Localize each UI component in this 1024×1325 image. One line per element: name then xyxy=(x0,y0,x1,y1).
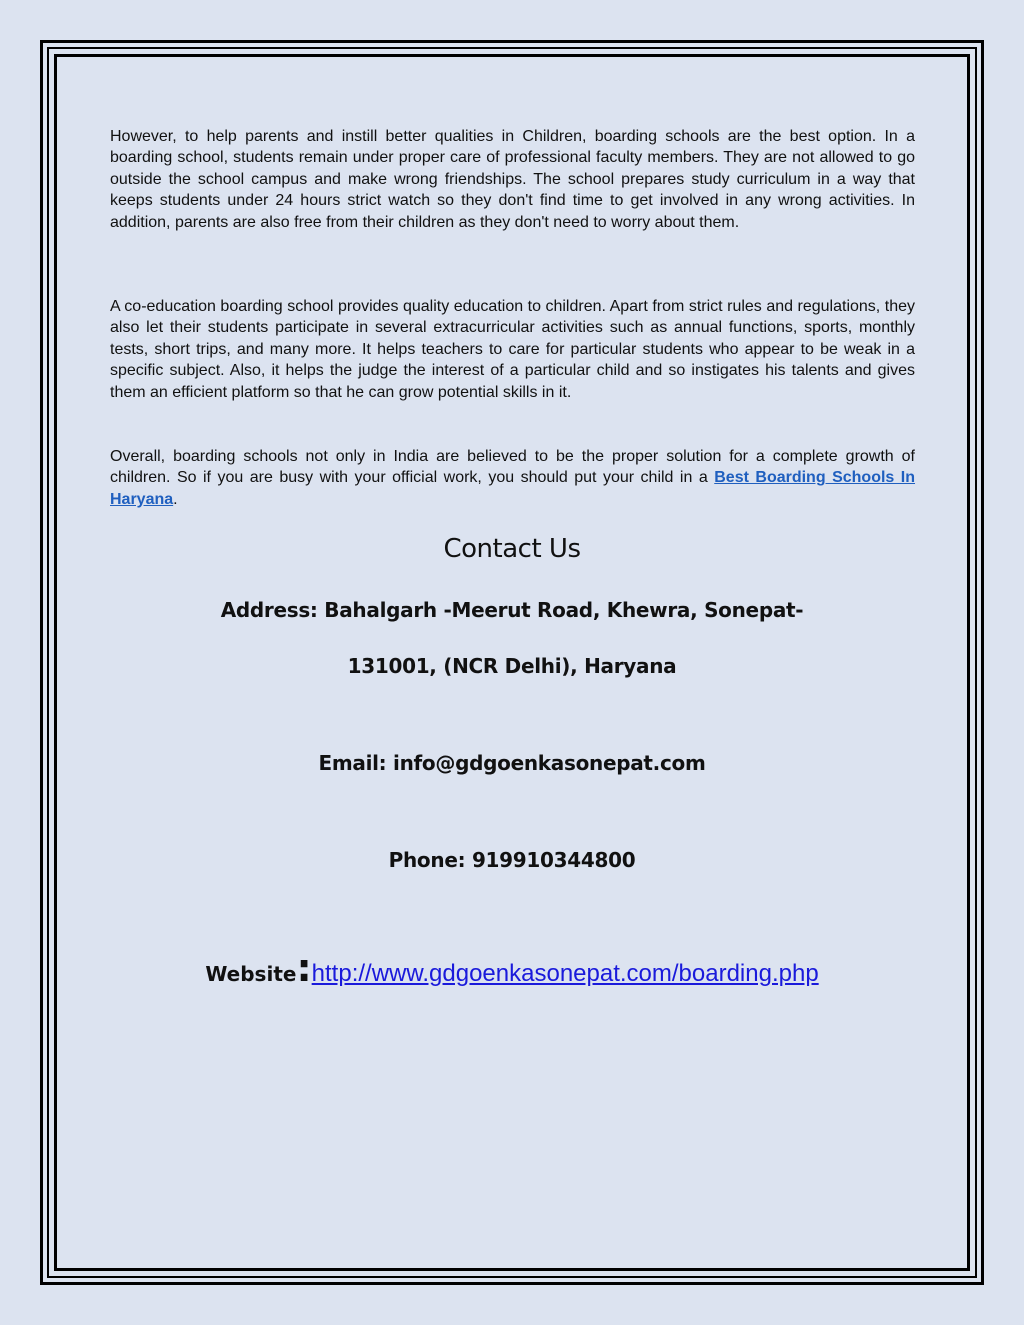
address-line-2: 131001, (NCR Delhi), Haryana xyxy=(347,654,677,678)
website-link[interactable]: http://www.gdgoenkasonepat.com/boarding.php xyxy=(311,960,819,987)
paragraph-boarding-benefits: However, to help parents and instill better qualities in Children, boarding schools are the best option. In a boarding school, students remain under proper care of professional faculty members. They are not allowed to go outside the school campus and make wrong friendships. The school prepares study curriculum in a way that keeps students under 24 hours strict watch so they don't find time to get involved in any wrong activities. In addition, parents are also free from their children as they don't need to worry about them. xyxy=(110,128,915,231)
website-row xyxy=(0,946,1024,990)
email-line: Email: info@gdgoenkasonepat.com xyxy=(318,751,706,775)
address-line-1: Address: Bahalgarh -Meerut Road, Khewra, Sonepat- xyxy=(220,598,804,622)
phone-line: Phone: 919910344800 xyxy=(388,848,636,872)
best-boarding-schools-link[interactable]: Best Boarding Schools In Haryana xyxy=(110,469,916,508)
paragraph-overall-end: . xyxy=(173,490,178,508)
website-colon: : xyxy=(296,946,312,990)
paragraph-overall xyxy=(110,446,915,510)
paragraph-co-education: A co-education boarding school provides quality education to children. Apart from strict rules and regulations, they also let their students participate in several extracurricular activities such as annual functions, sports, monthly tests, short trips, and many more. It helps teachers to care for particular students who appear to be weak in a specific subject. Also, it helps the judge the interest of a particular child and so instigates his talents and gives them an efficient platform so that he can grow potential skills in it. xyxy=(110,298,915,401)
paragraph-overall-text: Overall, boarding schools not only in India are believed to be the proper solution for a complete growth of children. So if you are busy with your official work, you should put your child in a xyxy=(110,448,915,487)
contact-us-heading: Contact Us xyxy=(443,534,581,564)
website-label: Website xyxy=(205,962,297,986)
